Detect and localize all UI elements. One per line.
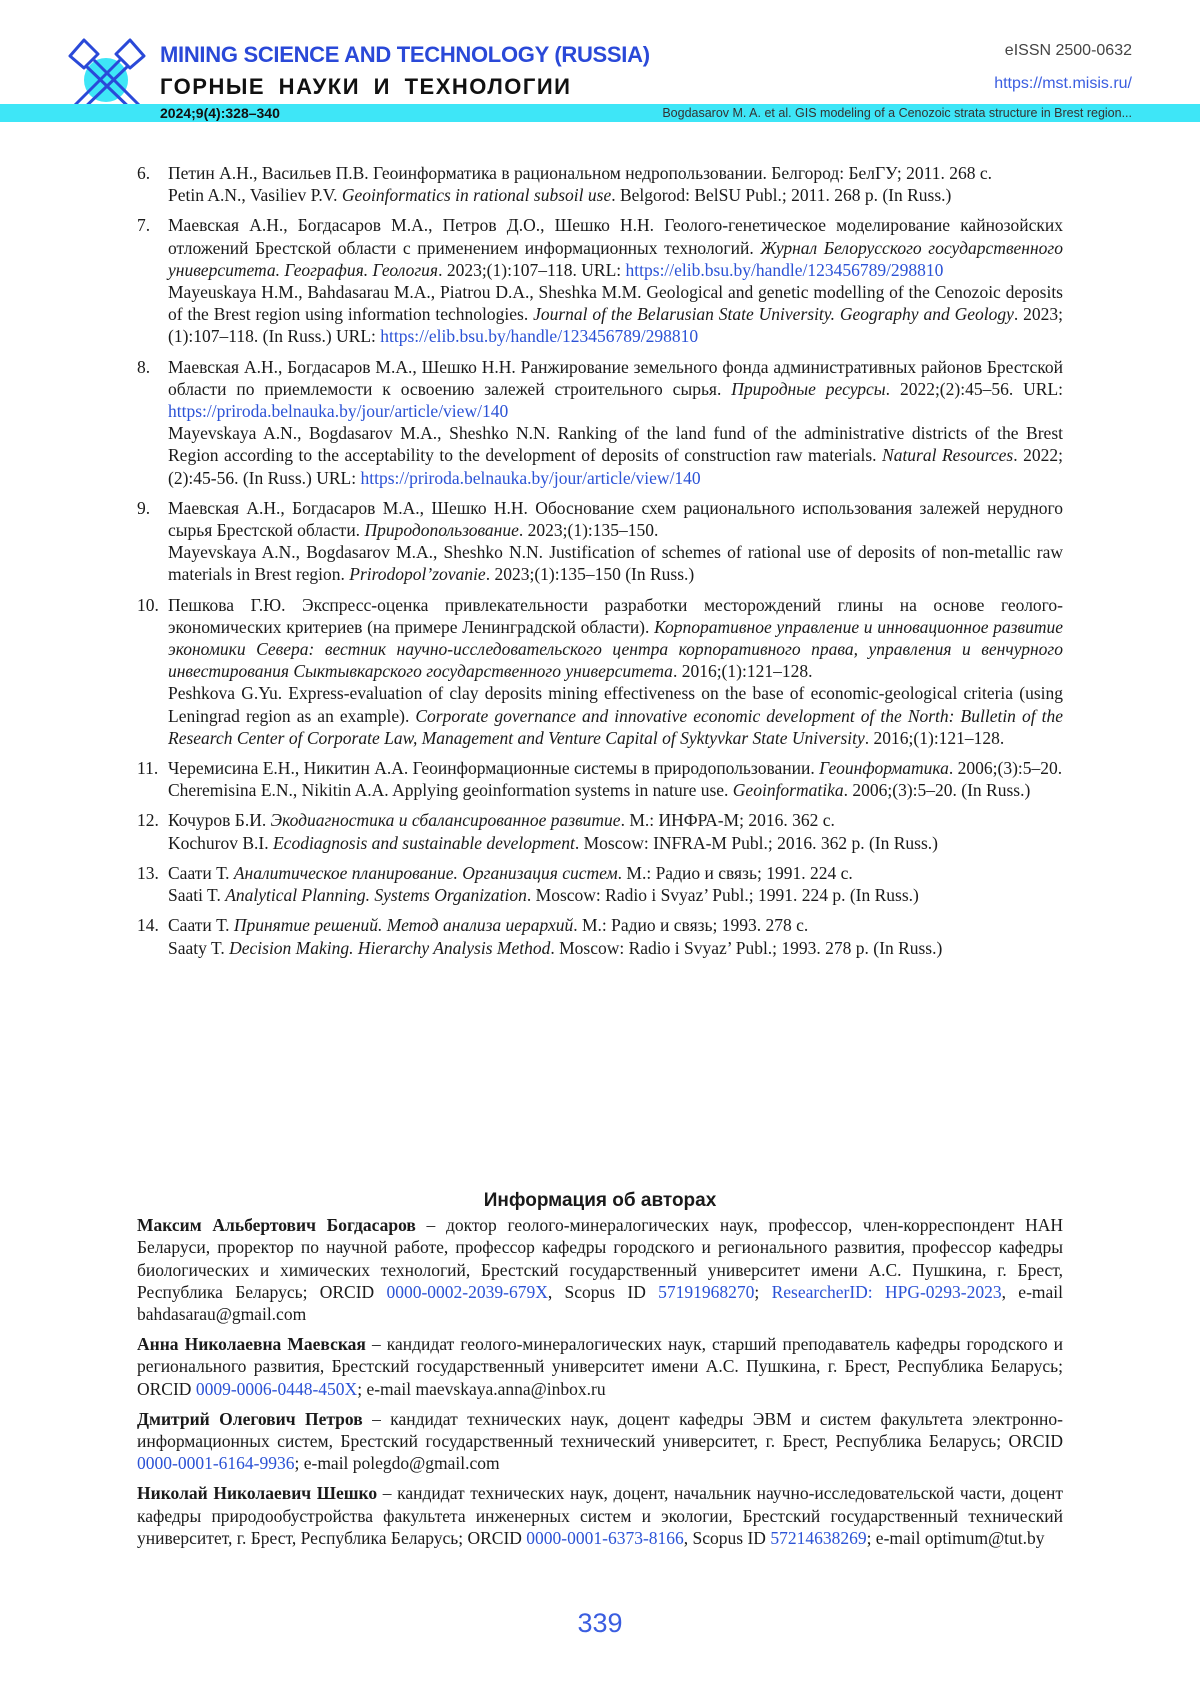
text: ; e-mail optimum@tut.by <box>867 1528 1045 1548</box>
author-name: Дмитрий Олегович Петров <box>137 1409 363 1429</box>
text: Saati T. <box>168 885 225 905</box>
journal-title-ru: ГОРНЫЕ НАУКИ И ТЕХНОЛОГИИ <box>160 74 571 100</box>
reference-item <box>137 757 1063 801</box>
reference-item <box>137 914 1063 958</box>
text: – кандидат технических наук, доцент кафедры ЭВМ и систем факультета электронно-информационных систем, Брестский государственный технический университет, г. Брест, Республика Беларусь; ORCID <box>137 1409 1063 1451</box>
reference-body <box>168 214 1063 347</box>
text: . 2016;(1):121–128. <box>673 661 813 681</box>
text: . 2023;(1):135–150. <box>519 520 659 540</box>
reference-number: 11. <box>137 757 168 801</box>
volume-pages: 2024;9(4):328–340 <box>160 105 280 121</box>
text: , Scopus ID <box>684 1528 771 1548</box>
reference-number: 10. <box>137 594 168 749</box>
reference-item <box>137 356 1063 489</box>
italic-text: Природные ресурсы <box>731 379 885 399</box>
author-info <box>137 1333 1063 1400</box>
reference-number: 14. <box>137 914 168 958</box>
text: Петин А.Н., Васильев П.В. Геоинформатика в рациональном недропользовании. Белгород: БелГУ; 2011. 268 с. <box>168 163 992 183</box>
reference-number: 12. <box>137 809 168 853</box>
text: ; <box>754 1282 771 1302</box>
text: . Moscow: Radio i Svyaz’ Publ.; 1991. 224 p. (In Russ.) <box>527 885 919 905</box>
page-header <box>0 0 1200 125</box>
reference-en <box>168 779 1063 801</box>
reference-ru <box>168 162 1063 184</box>
reference-number: 7. <box>137 214 168 347</box>
text: – кандидат геолого-минералогических наук, старший преподаватель кафедры городского и регионального развития, Брестский государственный университет имени А.С. Пушкина, г. Брест, Республика Беларусь; ORCID <box>137 1334 1063 1398</box>
journal-title-en: MINING SCIENCE AND TECHNOLOGY (RUSSIA) <box>160 42 650 68</box>
italic-text: Geoinformatics in rational subsoil use <box>342 185 611 205</box>
reference-body <box>168 497 1063 586</box>
italic-text: Decision Making. Hierarchy Analysis Method <box>229 938 550 958</box>
italic-text: Ecodiagnosis and sustainable development <box>273 833 575 853</box>
text: . 2016;(1):121–128. <box>865 728 1005 748</box>
italic-text: Журнал Белорусского государственного университета. География. Геология <box>168 238 1063 280</box>
reference-item <box>137 594 1063 749</box>
italic-text: Природопользование <box>364 520 518 540</box>
reference-ru <box>168 862 1063 884</box>
text: . М.: Радио и связь; 1991. 224 с. <box>618 863 853 883</box>
text: Маевская А.Н., Богдасаров М.А., Петров Д.О., Шешко Н.Н. Геолого-генетическое моделирование кайнозойских отложений Брестской области с применением информационных технологий. <box>168 215 1063 257</box>
running-title: Bogdasarov M. A. et al. GIS modeling of a Cenozoic strata structure in Brest region... <box>662 106 1132 120</box>
text: , e-mail bahdasarau@gmail.com <box>137 1282 1063 1324</box>
reference-item <box>137 862 1063 906</box>
reference-ru <box>168 356 1063 423</box>
text: . М.: ИНФРА-М; 2016. 362 с. <box>621 810 835 830</box>
text: Cheremisina E.N., Nikitin A.A. Applying geoinformation systems in nature use. <box>168 780 733 800</box>
italic-text: Geoinformatika <box>733 780 844 800</box>
link[interactable]: 0000-0001-6164-9936 <box>137 1453 294 1473</box>
reference-body <box>168 914 1063 958</box>
text: Пешкова Г.Ю. Экспресс-оценка привлекательности разработки месторождений глины на основе геолого-экономических критериев (на примере Ленинградской области). <box>168 595 1063 637</box>
text: ; e-mail polegdo@gmail.com <box>294 1453 499 1473</box>
reference-body <box>168 356 1063 489</box>
reference-number: 6. <box>137 162 168 206</box>
text: Mayevskaya A.N., Bogdasarov M.A., Sheshko N.N. Ranking of the land fund of the administrative districts of the Brest Region according to the acceptability to the development of deposits of construction raw materials. <box>168 423 1063 465</box>
reference-ru <box>168 497 1063 541</box>
authors-section <box>137 1190 1063 1557</box>
text: ; e-mail maevskaya.anna@inbox.ru <box>357 1379 605 1399</box>
italic-text: Corporate governance and innovative economic development of the North: Bulletin of the Research Center of Corporate Law, Management and Venture Capital of Syktyvkar State University <box>168 706 1063 748</box>
text: Mayevskaya A.N., Bogdasarov M.A., Sheshko N.N. Justification of schemes of rational use of deposits of non-metallic raw materials in Brest region. <box>168 542 1063 584</box>
link[interactable]: https://priroda.belnauka.by/jour/article/view/140 <box>168 401 508 421</box>
link[interactable]: 0000-0001-6373-8166 <box>526 1528 683 1548</box>
reference-body <box>168 809 1063 853</box>
reference-ru <box>168 809 1063 831</box>
reference-item <box>137 214 1063 347</box>
author-info <box>137 1408 1063 1475</box>
journal-url-link[interactable]: https://mst.misis.ru/ <box>994 75 1132 93</box>
reference-ru <box>168 757 1063 779</box>
text: . 2022;(2):45–56. URL: <box>886 379 1063 399</box>
text: . 2023;(1):107–118. URL: <box>438 260 625 280</box>
author-info <box>137 1482 1063 1549</box>
text: . 2022;(2):45-56. (In Russ.) URL: <box>168 445 1063 487</box>
link[interactable]: https://elib.bsu.by/handle/123456789/298810 <box>380 326 698 346</box>
italic-text: Экодиагностика и сбалансированное развитие <box>271 810 621 830</box>
text: – доктор геолого-минералогических наук, профессор, член-корреспондент НАН Беларуси, проректор по научной работе, профессор кафедры городского и регионального развития, профессор кафедры биологических и химических технологий, Брестский государственный университет имени А.С. Пушкина, г. Брест, Республика Беларусь; ORCID <box>137 1215 1063 1302</box>
text: Petin A.N., Vasiliev P.V. <box>168 185 342 205</box>
text: . Belgorod: BelSU Publ.; 2011. 268 p. (In Russ.) <box>611 185 951 205</box>
text: Саати Т. <box>168 915 234 935</box>
text: . М.: Радио и связь; 1993. 278 с. <box>573 915 808 935</box>
italic-text: Natural Resources <box>882 445 1013 465</box>
text: Маевская А.Н., Богдасаров М.А., Шешко Н.Н. Обоснование схем рационального использования залежей нерудного сырья Брестской области. <box>168 498 1063 540</box>
author-name: Николай Николаевич Шешко <box>137 1483 377 1503</box>
link[interactable]: ResearcherID: HPG-0293-2023 <box>772 1282 1002 1302</box>
author-name: Анна Николаевна Маевская <box>137 1334 366 1354</box>
reference-number: 9. <box>137 497 168 586</box>
italic-text: Аналитическое планирование. Организация систем <box>234 863 618 883</box>
reference-ru <box>168 214 1063 281</box>
reference-body <box>168 862 1063 906</box>
reference-en <box>168 682 1063 749</box>
italic-text: Геоинформатика <box>819 758 949 778</box>
author-name: Максим Альбертович Богдасаров <box>137 1215 416 1235</box>
text: Saaty T. <box>168 938 229 958</box>
text: . 2023;(1):135–150 (In Russ.) <box>486 564 695 584</box>
link[interactable]: 57214638269 <box>770 1528 866 1548</box>
reference-item <box>137 162 1063 206</box>
link[interactable]: https://priroda.belnauka.by/jour/article/view/140 <box>360 468 700 488</box>
italic-text: Корпоративное управление и инновационное развитие экономики Севера: вестник научно-исследовательского центра корпоративного права, управления и венчурного инвестирования Сыктывкарского государственного университета <box>168 617 1063 681</box>
text: . Moscow: Radio i Svyaz’ Publ.; 1993. 278 p. (In Russ.) <box>550 938 942 958</box>
reference-ru <box>168 594 1063 683</box>
text: . 2023;(1):107–118. (In Russ.) URL: <box>168 304 1063 346</box>
text: Черемисина Е.Н., Никитин А.А. Геоинформационные системы в природопользовании. <box>168 758 819 778</box>
reference-en <box>168 422 1063 489</box>
reference-number: 8. <box>137 356 168 489</box>
reference-ru <box>168 914 1063 936</box>
text: Кочуров Б.И. <box>168 810 271 830</box>
link[interactable]: 0000-0002-2039-679X <box>386 1282 547 1302</box>
link[interactable]: https://elib.bsu.by/handle/123456789/298810 <box>626 260 944 280</box>
authors-heading: Информация об авторах <box>137 1190 1063 1212</box>
reference-en <box>168 884 1063 906</box>
reference-en <box>168 281 1063 348</box>
reference-en <box>168 832 1063 854</box>
text: – кандидат технических наук, доцент, начальник научно-исследовательской части, доцент кафедры природообустройства факультета инженерных систем и экологии, Брестский государственный технический университет, г. Брест, Республика Беларусь; ORCID <box>137 1483 1063 1547</box>
italic-text: Prirodopol’zovanie <box>349 564 485 584</box>
text: . 2006;(3):5–20. <box>949 758 1062 778</box>
text: . 2006;(3):5–20. (In Russ.) <box>844 780 1031 800</box>
reference-body <box>168 594 1063 749</box>
eissn: eISSN 2500-0632 <box>1005 42 1132 60</box>
italic-text: Принятие решений. Метод анализа иерархий <box>234 915 573 935</box>
reference-item <box>137 809 1063 853</box>
reference-number: 13. <box>137 862 168 906</box>
text: Саати Т. <box>168 863 234 883</box>
reference-en <box>168 937 1063 959</box>
reference-en <box>168 184 1063 206</box>
text: , Scopus ID <box>548 1282 658 1302</box>
italic-text: Analytical Planning. Systems Organization <box>225 885 527 905</box>
text: Маевская А.Н., Богдасаров М.А., Шешко Н.Н. Ранжирование земельного фонда административных районов Брестской области по приемлемости к освоению залежей строительного сырья. <box>168 357 1063 399</box>
page-number: 339 <box>0 1608 1200 1639</box>
italic-text: Journal of the Belarusian State University. Geography and Geology <box>533 304 1014 324</box>
reference-en <box>168 541 1063 585</box>
reference-list <box>137 162 1063 967</box>
text: . Moscow: INFRA-M Publ.; 2016. 362 p. (In Russ.) <box>575 833 938 853</box>
link[interactable]: 57191968270 <box>658 1282 754 1302</box>
author-info <box>137 1214 1063 1325</box>
link[interactable]: 0009-0006-0448-450X <box>196 1379 357 1399</box>
text: Kochurov B.I. <box>168 833 273 853</box>
reference-body <box>168 162 1063 206</box>
text: Peshkova G.Yu. Express-evaluation of clay deposits mining effectiveness on the base of economic-geological criteria (using Leningrad region as an example). <box>168 683 1063 725</box>
reference-body <box>168 757 1063 801</box>
text: Mayeuskaya H.M., Bahdasarau M.A., Piatrou D.A., Sheshka M.M. Geological and genetic modelling of the Cenozoic deposits of the Brest region using information technologies. <box>168 282 1063 324</box>
reference-item <box>137 497 1063 586</box>
